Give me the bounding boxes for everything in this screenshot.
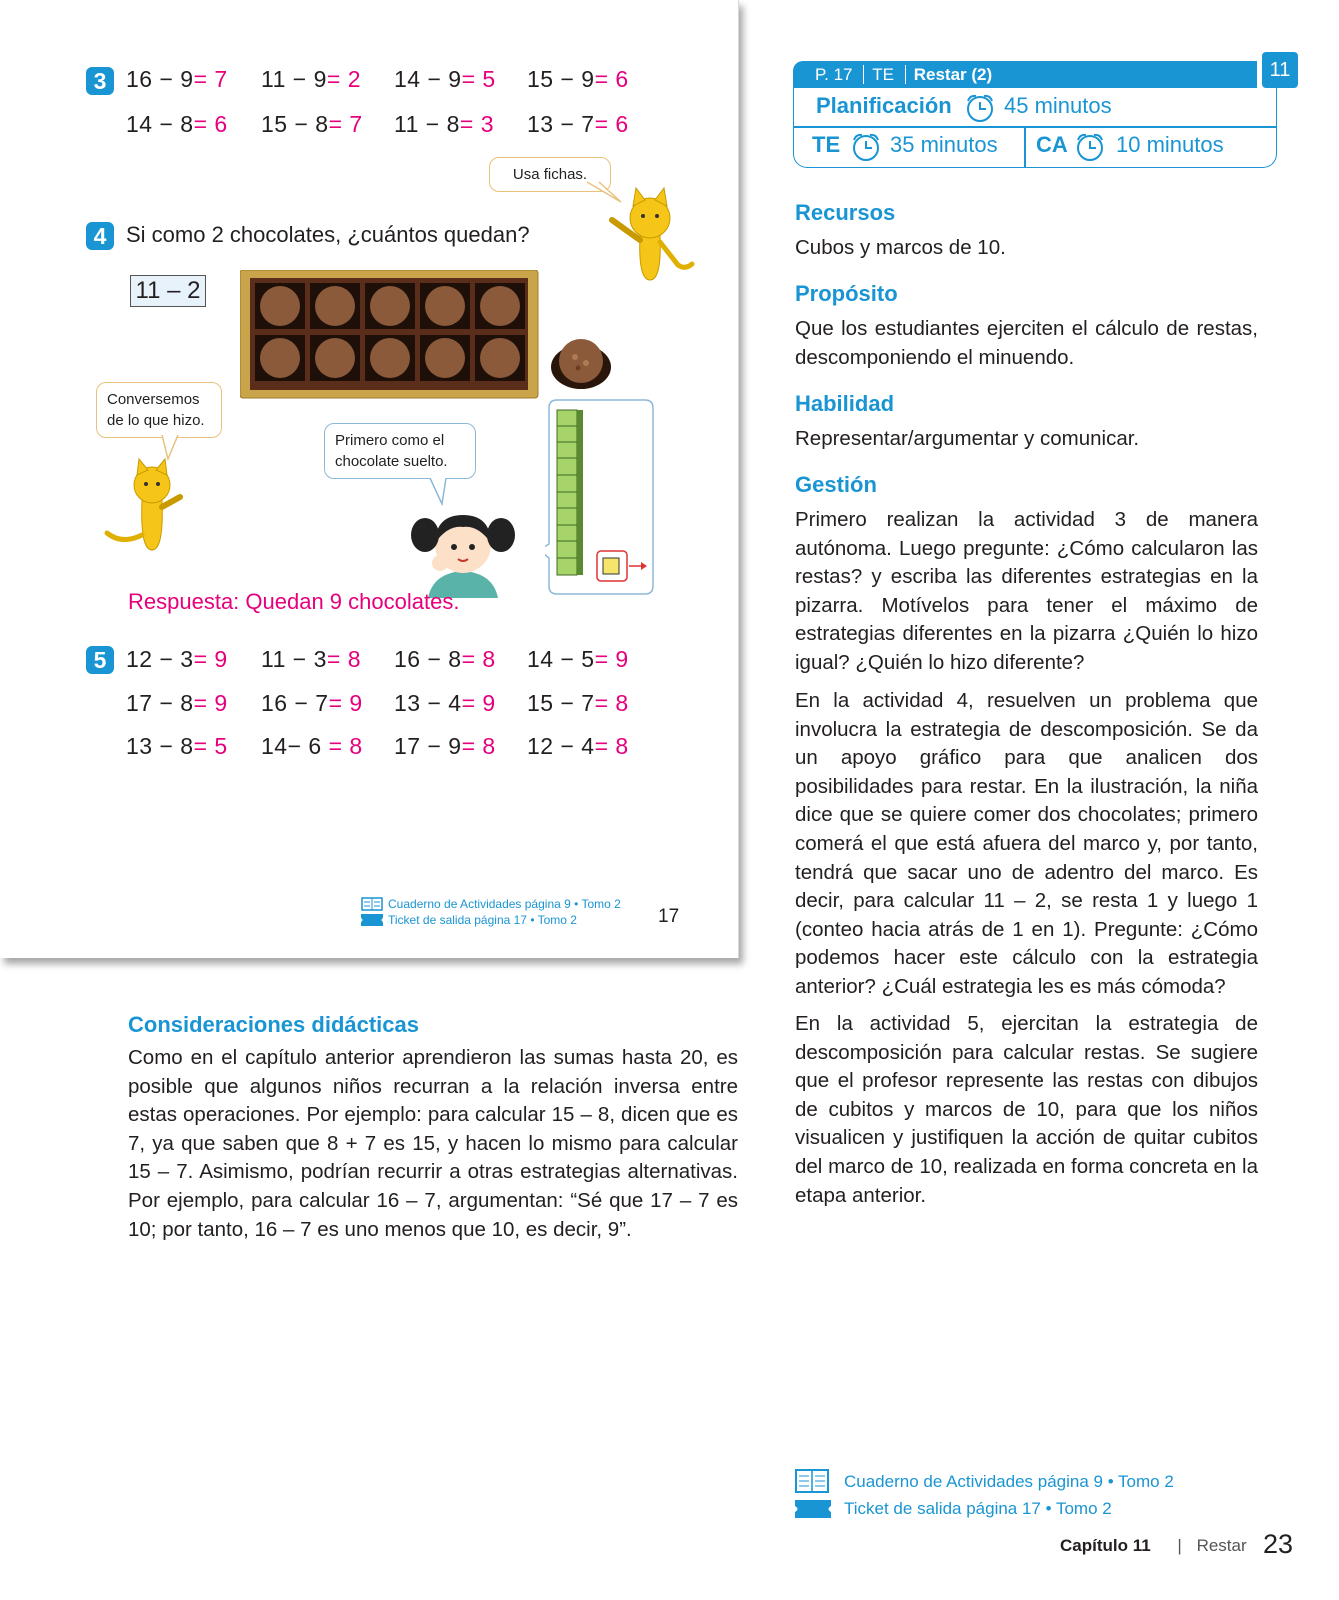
subtraction-item xyxy=(394,690,496,717)
plan-header-title: Restar (2) xyxy=(905,65,992,84)
exercise-5-badge: 5 xyxy=(86,646,114,674)
considerations-title: Consideraciones didácticas xyxy=(128,1012,419,1037)
planning-box xyxy=(793,59,1291,171)
gestion-paragraph-3: En la actividad 5, ejercitan la estrategia de descomposición para calcular restas. Se sugiere que el profesor represente las restas con dibujos de cubitos y marcos de 10, para que los niños visualicen y justifiquen la acción de quitar cubitos del marco de 10, realizada en forma concreta en la etapa anterior. xyxy=(795,1012,1258,1207)
subtraction-answer: 7 xyxy=(214,66,228,92)
planning-time: 45 minutos xyxy=(1004,93,1112,118)
chocolate-piece xyxy=(260,286,300,326)
subtraction-item xyxy=(261,646,361,673)
subtraction-item xyxy=(126,111,228,138)
subtraction-item xyxy=(527,646,629,673)
gestion-title: Gestión xyxy=(795,472,877,497)
equals-sign: = xyxy=(193,66,215,92)
subtraction-item xyxy=(261,111,363,138)
subtraction-item xyxy=(261,690,363,717)
chocolate-piece xyxy=(370,338,410,378)
equals-sign: = xyxy=(193,111,215,137)
gestion-paragraph-2: En la actividad 4, resuelven un problema que involucra la estrategia de descomposición. Se da un apoyo gráfico para que analicen dos posibilidades para restar. En la ilustración, la niña dice que se quiere comer dos chocolates; primero comerá el que está afuera del marco y, por tanto, tendrá que sacar uno de adentro del marco. Es decir, para calcular 11 – 2, se resta 1 y luego 1 (conteo hacia atrás de 1 en 1). Pregunte: ¿Cómo podemos hacer este cálculo con la estrategia anterior? ¿Cuál estrategia les es más cómoda? xyxy=(795,689,1258,998)
habilidad-text: Representar/argumentar y comunicar. xyxy=(795,427,1140,450)
subtraction-answer: 6 xyxy=(615,66,629,92)
proposito-text: Que los estudiantes ejerciten el cálculo de restas, descomponiendo el minuendo. xyxy=(795,317,1258,369)
plan-body xyxy=(793,88,1277,168)
footer-chapter: Capítulo 11 | Restar xyxy=(1060,1536,1247,1555)
alarm-clock-icon xyxy=(850,132,882,162)
plan-header-te: TE xyxy=(863,65,894,84)
subtraction-expression: 12 − 3 xyxy=(126,646,194,672)
subtraction-item xyxy=(261,733,363,760)
subtraction-answer: 8 xyxy=(349,733,363,759)
subtraction-item xyxy=(527,690,629,717)
chocolate-piece xyxy=(260,338,300,378)
equals-sign: = xyxy=(326,66,348,92)
subtraction-expression: 11 − 3 xyxy=(261,646,327,672)
chocolate-piece xyxy=(370,286,410,326)
subtraction-expression: 14 − 9 xyxy=(394,66,462,92)
planning-label: Planificación xyxy=(816,93,952,118)
subtraction-answer: 3 xyxy=(480,111,495,137)
equals-sign: = xyxy=(461,646,483,672)
speech-bubble-discuss xyxy=(96,382,222,438)
subtraction-item xyxy=(126,733,228,760)
equals-sign: = xyxy=(594,66,616,92)
subtraction-answer: 5 xyxy=(482,66,496,92)
subtraction-answer: 8 xyxy=(615,690,629,716)
equals-sign: = xyxy=(459,111,481,137)
subtraction-item xyxy=(394,646,496,673)
chocolate-piece xyxy=(315,338,355,378)
subtraction-expression: 15 − 9 xyxy=(527,66,595,92)
equals-sign: = xyxy=(461,690,483,716)
footer-chapter-topic: Restar xyxy=(1196,1536,1247,1555)
ticket-icon xyxy=(361,914,383,926)
bubble-tail-icon xyxy=(428,478,450,506)
chocolate-piece xyxy=(480,338,520,378)
subtraction-answer: 7 xyxy=(349,111,363,137)
girl-character-icon xyxy=(408,503,518,598)
subtraction-item xyxy=(126,690,228,717)
recursos-text: Cubos y marcos de 10. xyxy=(795,236,1006,259)
subtraction-expression: 16 − 8 xyxy=(394,646,462,672)
subtraction-expression: 11 − 8 xyxy=(394,111,460,137)
te-label: TE xyxy=(812,132,841,157)
chapter-tab: 11 xyxy=(1262,52,1298,88)
equals-sign: = xyxy=(193,733,215,759)
footer-ticket-link[interactable]: Ticket de salida página 17 • Tomo 2 xyxy=(844,1499,1112,1518)
expression-box: 11 – 2 xyxy=(130,275,206,307)
equals-sign: = xyxy=(328,690,350,716)
subtraction-expression: 14− 6 xyxy=(261,733,329,759)
exercise-4-question: Si como 2 chocolates, ¿cuántos quedan? xyxy=(126,222,530,247)
subtraction-answer: 8 xyxy=(347,646,362,672)
student-footer-workbook[interactable]: Cuaderno de Actividades página 9 • Tomo 2 xyxy=(388,897,621,911)
subtraction-answer: 8 xyxy=(482,733,496,759)
subtraction-item xyxy=(394,66,496,93)
plan-header xyxy=(793,61,1257,88)
subtraction-item xyxy=(126,66,228,93)
equals-sign: = xyxy=(328,111,350,137)
subtraction-item xyxy=(126,646,228,673)
subtraction-answer: 6 xyxy=(615,111,629,137)
cat-character-icon xyxy=(600,180,695,285)
subtraction-answer: 9 xyxy=(482,690,496,716)
subtraction-item xyxy=(261,66,361,93)
footer-chapter-label: Capítulo 11 xyxy=(1060,1536,1151,1555)
alarm-clock-icon xyxy=(964,93,996,123)
subtraction-expression: 14 − 8 xyxy=(126,111,194,137)
subtraction-item xyxy=(394,733,496,760)
te-time: 35 minutos xyxy=(890,132,998,157)
exercise-3-badge: 3 xyxy=(86,67,114,95)
ticket-icon xyxy=(795,1500,831,1518)
considerations-text: Como en el capítulo anterior aprendieron las sumas hasta 20, es posible que algunos niños recurran a la relación inversa entre estas operaciones. Por ejemplo: para calcular 15 – 8, dicen que es 7, ya que saben que 8 + 7 es 15, y hacen lo mismo para calcular 15 – 7. Asimismo, podrían recurrir a otras estrategias alternativas. Por ejemplo, para calcular 16 – 7, argumentan: “Sé que 17 – 7 es 10; por tanto, 16 – 7 es uno menos que 10, es decir, 9”. xyxy=(128,1046,738,1241)
exercise-4-badge: 4 xyxy=(86,222,114,250)
cat-character-icon xyxy=(102,455,202,555)
subtraction-answer: 5 xyxy=(214,733,228,759)
subtraction-answer: 9 xyxy=(214,646,228,672)
footer-workbook-link[interactable]: Cuaderno de Actividades página 9 • Tomo 2 xyxy=(844,1472,1174,1491)
ca-time: 10 minutos xyxy=(1116,132,1224,157)
chocolate-piece xyxy=(425,338,465,378)
alarm-clock-icon xyxy=(1074,132,1106,162)
equals-sign: = xyxy=(328,733,350,759)
subtraction-expression: 15 − 8 xyxy=(261,111,329,137)
subtraction-expression: 13 − 4 xyxy=(394,690,462,716)
equals-sign: = xyxy=(594,690,616,716)
book-icon xyxy=(795,1469,829,1493)
gestion-paragraph-1: Primero realizan la actividad 3 de manera autónoma. Luego pregunte: ¿Cómo calcularon las restas? y escriba las diferentes estrategias en la pizarra. Motívelos para tener el máximo de estrategias diferentes en la pizarra ¿Quién lo hizo igual? ¿Quién lo hizo diferente? xyxy=(795,508,1258,674)
bubble-discuss-text: Conversemos de lo que hizo. xyxy=(107,391,205,429)
recursos-title: Recursos xyxy=(795,200,896,225)
subtraction-answer: 9 xyxy=(615,646,629,672)
equals-sign: = xyxy=(594,733,616,759)
chocolate-piece xyxy=(480,286,520,326)
equals-sign: = xyxy=(461,733,483,759)
subtraction-expression: 17 − 9 xyxy=(394,733,462,759)
equals-sign: = xyxy=(594,111,616,137)
student-page-number: 17 xyxy=(658,906,680,927)
chocolate-piece xyxy=(315,286,355,326)
book-icon xyxy=(361,897,383,911)
speech-bubble-girl xyxy=(324,423,476,479)
exercise-4-answer: Respuesta: Quedan 9 chocolates. xyxy=(128,589,460,614)
subtraction-expression: 12 − 4 xyxy=(527,733,595,759)
ten-frame-bubble xyxy=(545,398,665,598)
loose-chocolate-icon xyxy=(548,333,614,391)
chocolate-box-icon xyxy=(240,270,540,400)
subtraction-expression: 16 − 7 xyxy=(261,690,329,716)
equals-sign: = xyxy=(193,690,215,716)
subtraction-expression: 13 − 8 xyxy=(126,733,194,759)
bubble-girl-text: Primero como el chocolate suelto. xyxy=(335,432,448,470)
student-page xyxy=(0,0,739,958)
subtraction-expression: 16 − 9 xyxy=(126,66,194,92)
ca-label: CA xyxy=(1036,132,1068,157)
proposito-title: Propósito xyxy=(795,281,898,306)
subtraction-expression: 11 − 9 xyxy=(261,66,327,92)
subtraction-answer: 9 xyxy=(349,690,363,716)
plan-header-page: P. 17 xyxy=(815,65,853,84)
subtraction-expression: 13 − 7 xyxy=(527,111,595,137)
subtraction-answer: 6 xyxy=(214,111,228,137)
subtraction-answer: 9 xyxy=(214,690,228,716)
footer-links xyxy=(844,1468,1174,1522)
subtraction-answer: 2 xyxy=(347,66,362,92)
subtraction-item xyxy=(394,111,494,138)
equals-sign: = xyxy=(193,646,215,672)
subtraction-answer: 8 xyxy=(482,646,496,672)
subtraction-expression: 17 − 8 xyxy=(126,690,194,716)
equals-sign: = xyxy=(326,646,348,672)
subtraction-item xyxy=(527,733,629,760)
plan-row-divider xyxy=(794,126,1276,128)
subtraction-answer: 8 xyxy=(615,733,629,759)
equals-sign: = xyxy=(461,66,483,92)
footer-page-number: 23 xyxy=(1263,1529,1294,1559)
student-footer-ticket[interactable]: Ticket de salida página 17 • Tomo 2 xyxy=(388,913,577,927)
plan-col-divider xyxy=(1024,127,1026,168)
subtraction-item xyxy=(527,111,629,138)
habilidad-title: Habilidad xyxy=(795,391,895,416)
chocolate-piece xyxy=(425,286,465,326)
subtraction-expression: 15 − 7 xyxy=(527,690,595,716)
bubble-hint-text: Usa fichas. xyxy=(512,166,588,183)
equals-sign: = xyxy=(594,646,616,672)
student-footer-links xyxy=(388,896,621,928)
subtraction-expression: 14 − 5 xyxy=(527,646,595,672)
subtraction-item xyxy=(527,66,629,93)
